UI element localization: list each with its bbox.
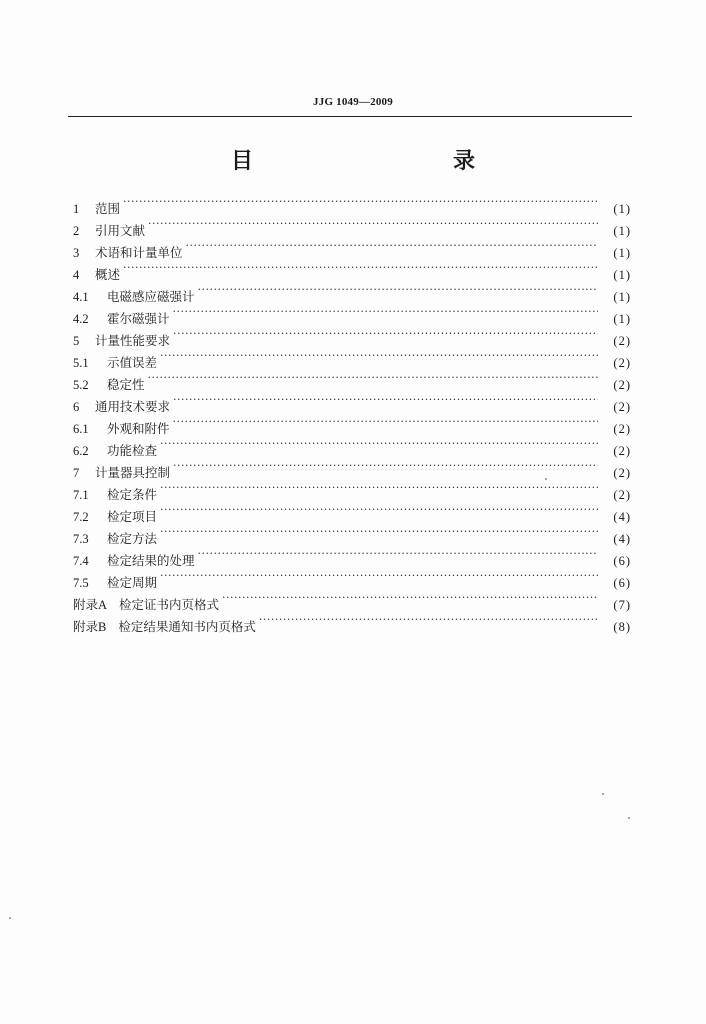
toc-entry-number: 7.3 bbox=[73, 532, 89, 546]
toc-entry-page: (2) bbox=[613, 378, 631, 392]
toc-entry-page: (2) bbox=[613, 466, 631, 480]
toc-entry-page: (1) bbox=[613, 312, 631, 326]
toc-entry-page: (2) bbox=[613, 356, 631, 370]
toc-entry-page: (8) bbox=[613, 620, 631, 634]
toc-entry-page: (2) bbox=[613, 444, 631, 458]
toc-entry-page: (4) bbox=[613, 532, 631, 546]
toc-entry-number: 6 bbox=[73, 400, 80, 414]
toc-entry-number: 6.1 bbox=[73, 422, 89, 436]
toc-entry-label: 功能检查 bbox=[107, 443, 158, 458]
toc-dot-leader bbox=[148, 367, 598, 389]
toc-dot-leader bbox=[173, 455, 598, 477]
toc-entry[interactable] bbox=[73, 367, 631, 392]
toc-entry-number: 4.1 bbox=[73, 290, 89, 304]
toc-title: 目 录 bbox=[230, 149, 527, 174]
toc-entry-number: 4.2 bbox=[73, 312, 89, 326]
toc-entry-page: (2) bbox=[613, 400, 631, 414]
toc-dot-leader bbox=[173, 411, 598, 433]
toc-entry[interactable] bbox=[73, 257, 631, 282]
toc-entry-page: (2) bbox=[613, 488, 631, 502]
toc-entry-label: 电磁感应磁强计 bbox=[107, 289, 195, 304]
toc-entry-label: 稳定性 bbox=[107, 377, 145, 392]
toc-dot-leader bbox=[148, 213, 598, 235]
toc-entry-number: 7.4 bbox=[73, 554, 89, 568]
toc-entry-page: (1) bbox=[613, 290, 631, 304]
toc-dot-leader bbox=[222, 587, 598, 609]
toc-entry-page: (7) bbox=[613, 598, 631, 612]
toc-entry[interactable] bbox=[73, 213, 631, 238]
scan-speck bbox=[9, 917, 11, 919]
toc-entry-number: 1 bbox=[73, 202, 80, 216]
toc-entry-label: 范围 bbox=[95, 201, 121, 216]
toc-entry-page: (2) bbox=[613, 422, 631, 436]
toc-entry-label: 检定项目 bbox=[107, 509, 158, 524]
toc-dot-leader bbox=[123, 191, 598, 213]
toc-entry-page: (1) bbox=[613, 268, 631, 282]
toc-entry-label: 术语和计量单位 bbox=[95, 245, 183, 260]
toc-entry-number: 5.1 bbox=[73, 356, 89, 370]
toc-entry-number: 5.2 bbox=[73, 378, 89, 392]
toc-dot-leader bbox=[160, 477, 598, 499]
toc-entry-number: 5 bbox=[73, 334, 80, 348]
toc-entry-number: 附录A bbox=[73, 598, 108, 612]
toc-dot-leader bbox=[160, 499, 598, 521]
toc-entry-label: 计量性能要求 bbox=[95, 333, 171, 348]
scan-speck bbox=[545, 478, 547, 480]
header-rule bbox=[68, 116, 632, 117]
toc-entry-label: 引用文献 bbox=[95, 223, 146, 238]
toc-entry-number: 7.5 bbox=[73, 576, 89, 590]
toc-entry-number: 4 bbox=[73, 268, 80, 282]
toc-dot-leader bbox=[123, 257, 598, 279]
toc-entry-number: 6.2 bbox=[73, 444, 89, 458]
table-of-contents bbox=[73, 191, 631, 634]
toc-dot-leader bbox=[186, 235, 598, 257]
toc-entry-page: (1) bbox=[613, 224, 631, 238]
toc-dot-leader bbox=[198, 279, 598, 301]
toc-entry-page: (4) bbox=[613, 510, 631, 524]
toc-entry-label: 示值误差 bbox=[107, 355, 158, 370]
standard-code-header: JJG 1049—2009 bbox=[313, 96, 393, 108]
toc-entry-label: 概述 bbox=[95, 267, 121, 282]
toc-dot-leader bbox=[173, 323, 598, 345]
toc-entry-label: 外观和附件 bbox=[107, 421, 170, 436]
toc-dot-leader bbox=[173, 389, 598, 411]
toc-dot-leader bbox=[160, 345, 598, 367]
toc-entry-page: (2) bbox=[613, 334, 631, 348]
toc-entry-label: 检定结果的处理 bbox=[107, 553, 195, 568]
scan-speck bbox=[628, 817, 630, 819]
toc-dot-leader bbox=[160, 433, 598, 455]
toc-entry-number: 2 bbox=[73, 224, 80, 238]
toc-dot-leader bbox=[198, 543, 598, 565]
toc-entry-label: 通用技术要求 bbox=[95, 399, 171, 414]
toc-entry-number: 3 bbox=[73, 246, 80, 260]
toc-dot-leader bbox=[259, 609, 598, 631]
toc-entry-label: 检定条件 bbox=[107, 487, 158, 502]
toc-entry[interactable] bbox=[73, 191, 631, 216]
toc-entry-label: 检定证书内页格式 bbox=[119, 597, 220, 612]
toc-entry-label: 计量器具控制 bbox=[95, 465, 171, 480]
toc-entry-number: 附录B bbox=[73, 620, 107, 634]
toc-entry-page: (1) bbox=[613, 202, 631, 216]
toc-entry-page: (6) bbox=[613, 554, 631, 568]
toc-dot-leader bbox=[160, 521, 598, 543]
toc-entry-number: 7.2 bbox=[73, 510, 89, 524]
toc-entry-page: (1) bbox=[613, 246, 631, 260]
toc-entry-label: 检定结果通知书内页格式 bbox=[118, 619, 256, 634]
toc-entry-label: 检定周期 bbox=[107, 575, 158, 590]
toc-dot-leader bbox=[173, 301, 598, 323]
toc-entry-number: 7 bbox=[73, 466, 80, 480]
toc-entry-label: 霍尔磁强计 bbox=[107, 311, 170, 326]
toc-entry[interactable] bbox=[73, 279, 631, 304]
toc-entry[interactable] bbox=[73, 389, 631, 414]
toc-entry-number: 7.1 bbox=[73, 488, 89, 502]
toc-entry[interactable] bbox=[73, 235, 631, 260]
toc-dot-leader bbox=[160, 565, 598, 587]
scan-speck bbox=[602, 793, 604, 795]
toc-entry-label: 检定方法 bbox=[107, 531, 158, 546]
toc-entry-page: (6) bbox=[613, 576, 631, 590]
